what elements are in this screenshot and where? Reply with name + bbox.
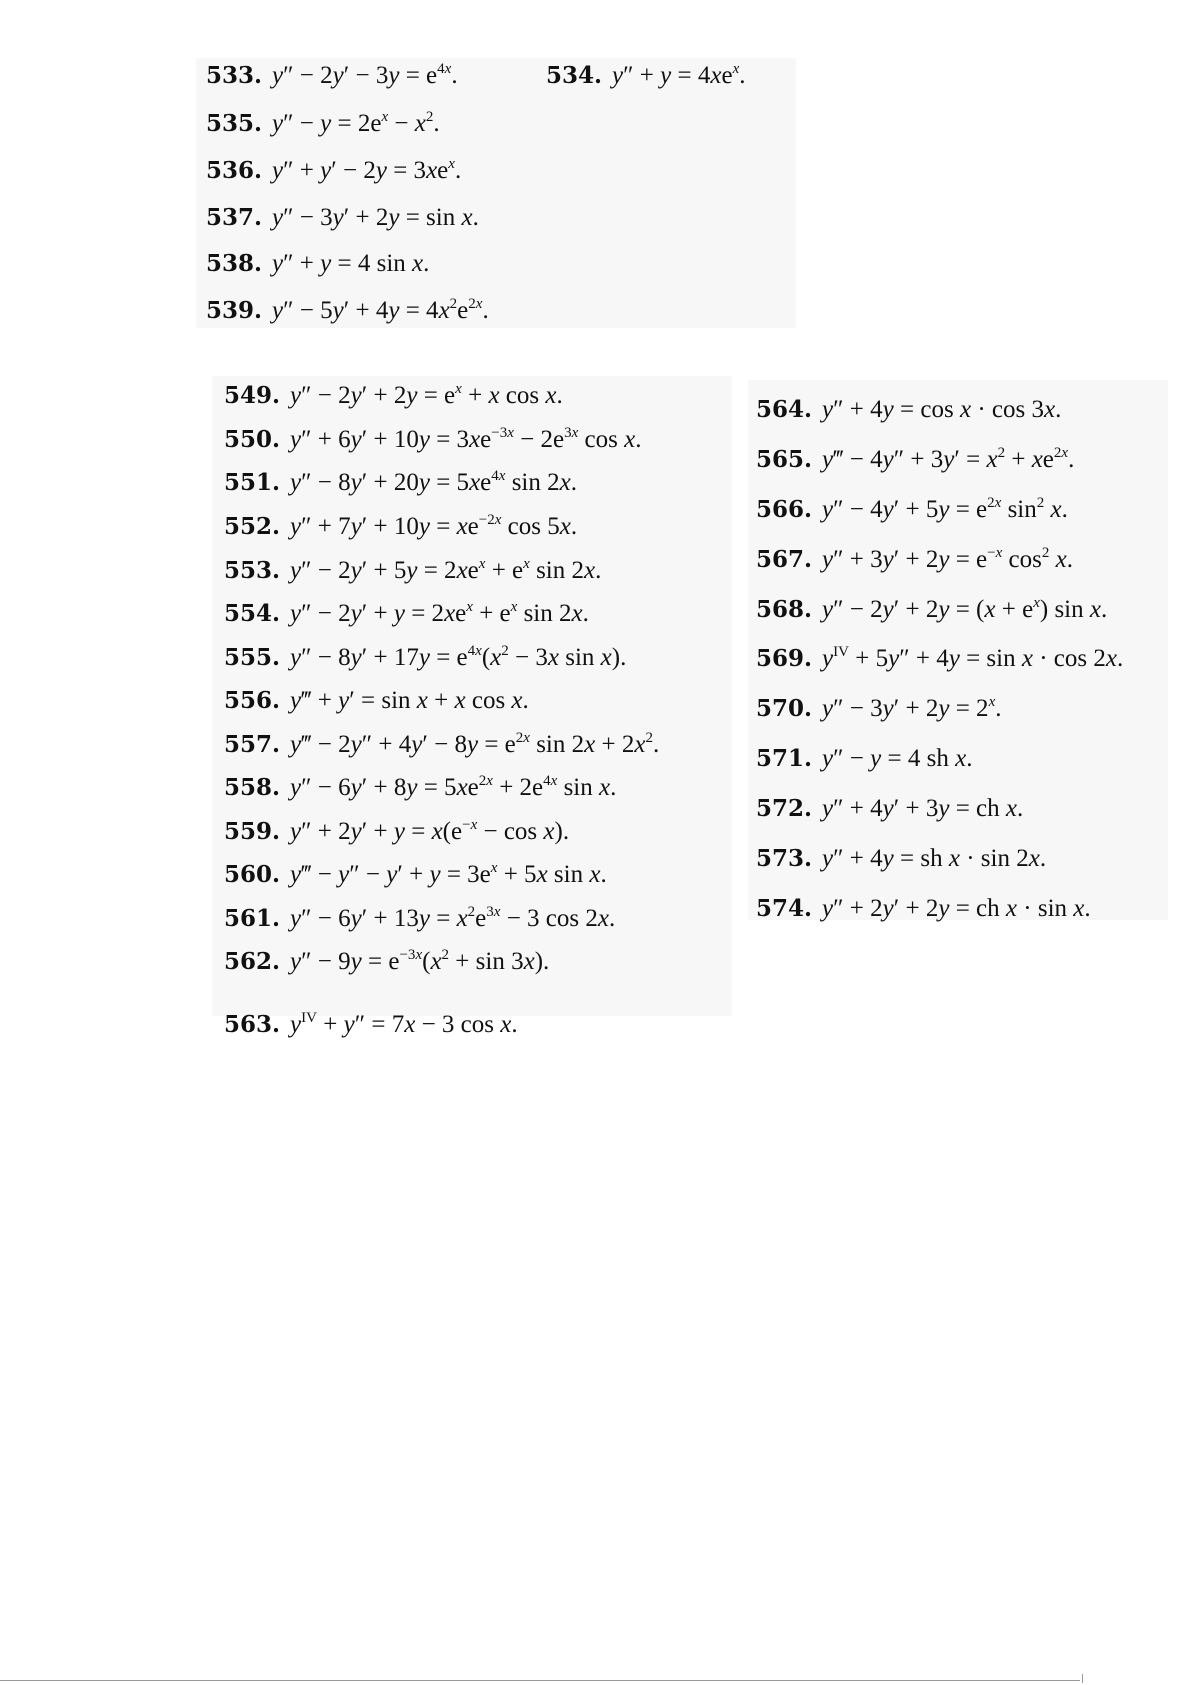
problem-562 xyxy=(224,948,549,976)
problem-570 xyxy=(756,695,1001,723)
problem-number: 558. xyxy=(224,774,281,801)
problem-number: 570. xyxy=(756,695,813,722)
problem-560 xyxy=(224,861,607,889)
problem-number: 552. xyxy=(224,513,281,540)
problem-equation: $y^{IV} + y'' = 7x - 3$ cos x. xyxy=(290,1010,518,1038)
problem-539 xyxy=(206,297,489,325)
problem-556 xyxy=(224,687,529,715)
problem-number: 555. xyxy=(224,644,281,671)
problem-number: 554. xyxy=(224,600,281,627)
problem-553 xyxy=(224,557,601,585)
problem-equation: $y'' - 2y' - 3y = e^{4x}$. xyxy=(272,61,458,89)
problem-558 xyxy=(224,774,616,802)
problem-equation: y‴ − $2y'' + 4y' - 8y = e^{2x}$ $\sin 2x + 2x^2$. xyxy=(290,730,660,758)
problem-number: 565. xyxy=(756,446,813,473)
problem-536 xyxy=(206,157,461,185)
problem-568 xyxy=(756,596,1107,624)
problem-number: 564. xyxy=(756,396,813,423)
problem-552 xyxy=(224,513,577,541)
problem-538 xyxy=(206,250,429,278)
problem-564 xyxy=(756,396,1061,424)
problem-equation: y″ + y = 4 sin x. xyxy=(272,250,430,277)
problem-equation: y‴ − $y'' - y' + y = 3e^x + 5x$ sin x. xyxy=(290,860,607,888)
problem-equation: $y'' - 6y' + 8y = 5xe^{2x} + 2e^{4x}$ sin x. xyxy=(290,773,617,801)
problem-number: 551. xyxy=(224,469,281,496)
problem-equation: $y'' - 9y = e^{-3x}(x^2 + \sin 3x)$. xyxy=(290,947,550,975)
problem-equation: y‴ + y′ = sin x + x cos x. xyxy=(290,687,529,714)
problem-equation: y″ − 3y′ + 2y = sin x. xyxy=(272,204,479,231)
problem-equation: $y'' - 5y' + 4y = 4x^2e^{2x}$. xyxy=(272,296,489,324)
problem-number: 567. xyxy=(756,546,813,573)
problem-equation: $y'' + 2y' + y = x(e^{-x} - \cos x)$. xyxy=(290,817,570,845)
problem-569 xyxy=(756,645,1123,673)
problem-566 xyxy=(756,496,1068,524)
problem-number: 568. xyxy=(756,596,813,623)
problem-equation: $y'' - 8y' + 20y = 5xe^{4x}$ sin 2x. xyxy=(290,468,577,496)
problem-number: 560. xyxy=(224,861,281,888)
problem-number: 550. xyxy=(224,426,281,453)
page-corner-tick xyxy=(1082,1674,1083,1683)
problem-number: 553. xyxy=(224,557,281,584)
problem-equation: $y'' + 7y' + 10y = xe^{-2x}$ cos 5x. xyxy=(290,512,578,540)
problem-number: 549. xyxy=(224,382,281,409)
problem-557 xyxy=(224,731,659,759)
problem-550 xyxy=(224,426,641,454)
problem-number: 563. xyxy=(224,1011,281,1038)
problem-number: 537. xyxy=(206,204,263,231)
problem-number: 574. xyxy=(756,895,813,922)
problem-549 xyxy=(224,382,563,410)
problem-571 xyxy=(756,745,972,773)
problem-equation: $y'' - 2y' + 2y = (x + e^x)$ sin x. xyxy=(822,595,1108,623)
problem-equation: $y^{IV} + 5y'' + 4y = \sin x \cdot \cos 2x$. xyxy=(822,644,1124,672)
problem-equation: $y'' - 6y' + 13y = x^2e^{3x} - 3$ cos 2x. xyxy=(290,904,616,932)
problem-equation: y″ + 4y′ + 3y = ch x. xyxy=(822,795,1024,822)
problem-534 xyxy=(546,62,746,90)
problem-number: 572. xyxy=(756,795,813,822)
problem-533 xyxy=(206,62,458,90)
page-bottom-rule xyxy=(0,1680,1080,1681)
problem-equation: $y'' - y = 2e^x - x^2$. xyxy=(272,109,440,137)
problem-equation: $y'' + y' - 2y = 3xe^x$. xyxy=(272,156,462,184)
problem-number: 556. xyxy=(224,687,281,714)
problem-equation: y″ + 2y′ + 2y = ch x · sin x. xyxy=(822,895,1091,922)
problem-equation: $y'' - 2y' + y = 2xe^x + e^x$ sin 2x. xyxy=(290,599,589,627)
problem-number: 571. xyxy=(756,745,813,772)
problem-equation: $y'' - 2y' + 5y = 2xe^x + e^x$ sin 2x. xyxy=(290,556,602,584)
problem-equation: $y'' - 3y' + 2y = 2^x$. xyxy=(822,694,1002,722)
problem-number: 562. xyxy=(224,948,281,975)
problem-equation: y″ + 4y = cos x · cos 3x. xyxy=(822,396,1062,423)
problem-equation: $y'' - 4y' + 5y = e^{2x}$ $\sin^2 x$. xyxy=(822,495,1068,523)
problem-equation: $y'' - 8y' + 17y = e^{4x}(x^2 - 3x$ sin x). xyxy=(290,643,627,671)
problem-number: 566. xyxy=(756,496,813,523)
problem-559 xyxy=(224,818,569,846)
problem-number: 539. xyxy=(206,297,263,324)
problem-number: 573. xyxy=(756,845,813,872)
problem-551 xyxy=(224,469,577,497)
problem-number: 559. xyxy=(224,818,281,845)
problem-equation: $y'' + y = 4xe^x$. xyxy=(612,61,746,89)
problem-number: 536. xyxy=(206,157,263,184)
scan-band-top xyxy=(196,58,796,328)
problem-573 xyxy=(756,845,1046,873)
problem-555 xyxy=(224,644,626,672)
problem-number: 535. xyxy=(206,110,263,137)
problem-537 xyxy=(206,204,479,232)
problem-554 xyxy=(224,600,589,628)
problem-number: 561. xyxy=(224,905,281,932)
problem-equation: y″ + 4y = sh x · sin 2x. xyxy=(822,845,1047,872)
problem-561 xyxy=(224,905,615,933)
problem-equation: y″ − y = 4 sh x. xyxy=(822,745,973,772)
problem-number: 569. xyxy=(756,645,813,672)
problem-563 xyxy=(224,1011,518,1039)
problem-number: 538. xyxy=(206,250,263,277)
problem-574 xyxy=(756,895,1091,923)
problem-number: 557. xyxy=(224,731,281,758)
problem-number: 533. xyxy=(206,62,263,89)
problem-number: 534. xyxy=(546,62,603,89)
problem-equation: $y'' + 3y' + 2y = e^{-x}$ $\cos^2 x$. xyxy=(822,545,1073,573)
problem-equation: y‴ − $4y'' + 3y' = x^2 + xe^{2x}$. xyxy=(822,445,1075,473)
problem-535 xyxy=(206,110,440,138)
problem-567 xyxy=(756,546,1073,574)
problem-equation: $y'' - 2y' + 2y = e^x + x$ cos x. xyxy=(290,381,563,409)
problem-equation: $y'' + 6y' + 10y = 3xe^{-3x} - 2e^{3x}$ cos x. xyxy=(290,425,642,453)
problem-572 xyxy=(756,795,1023,823)
problem-565 xyxy=(756,446,1074,474)
